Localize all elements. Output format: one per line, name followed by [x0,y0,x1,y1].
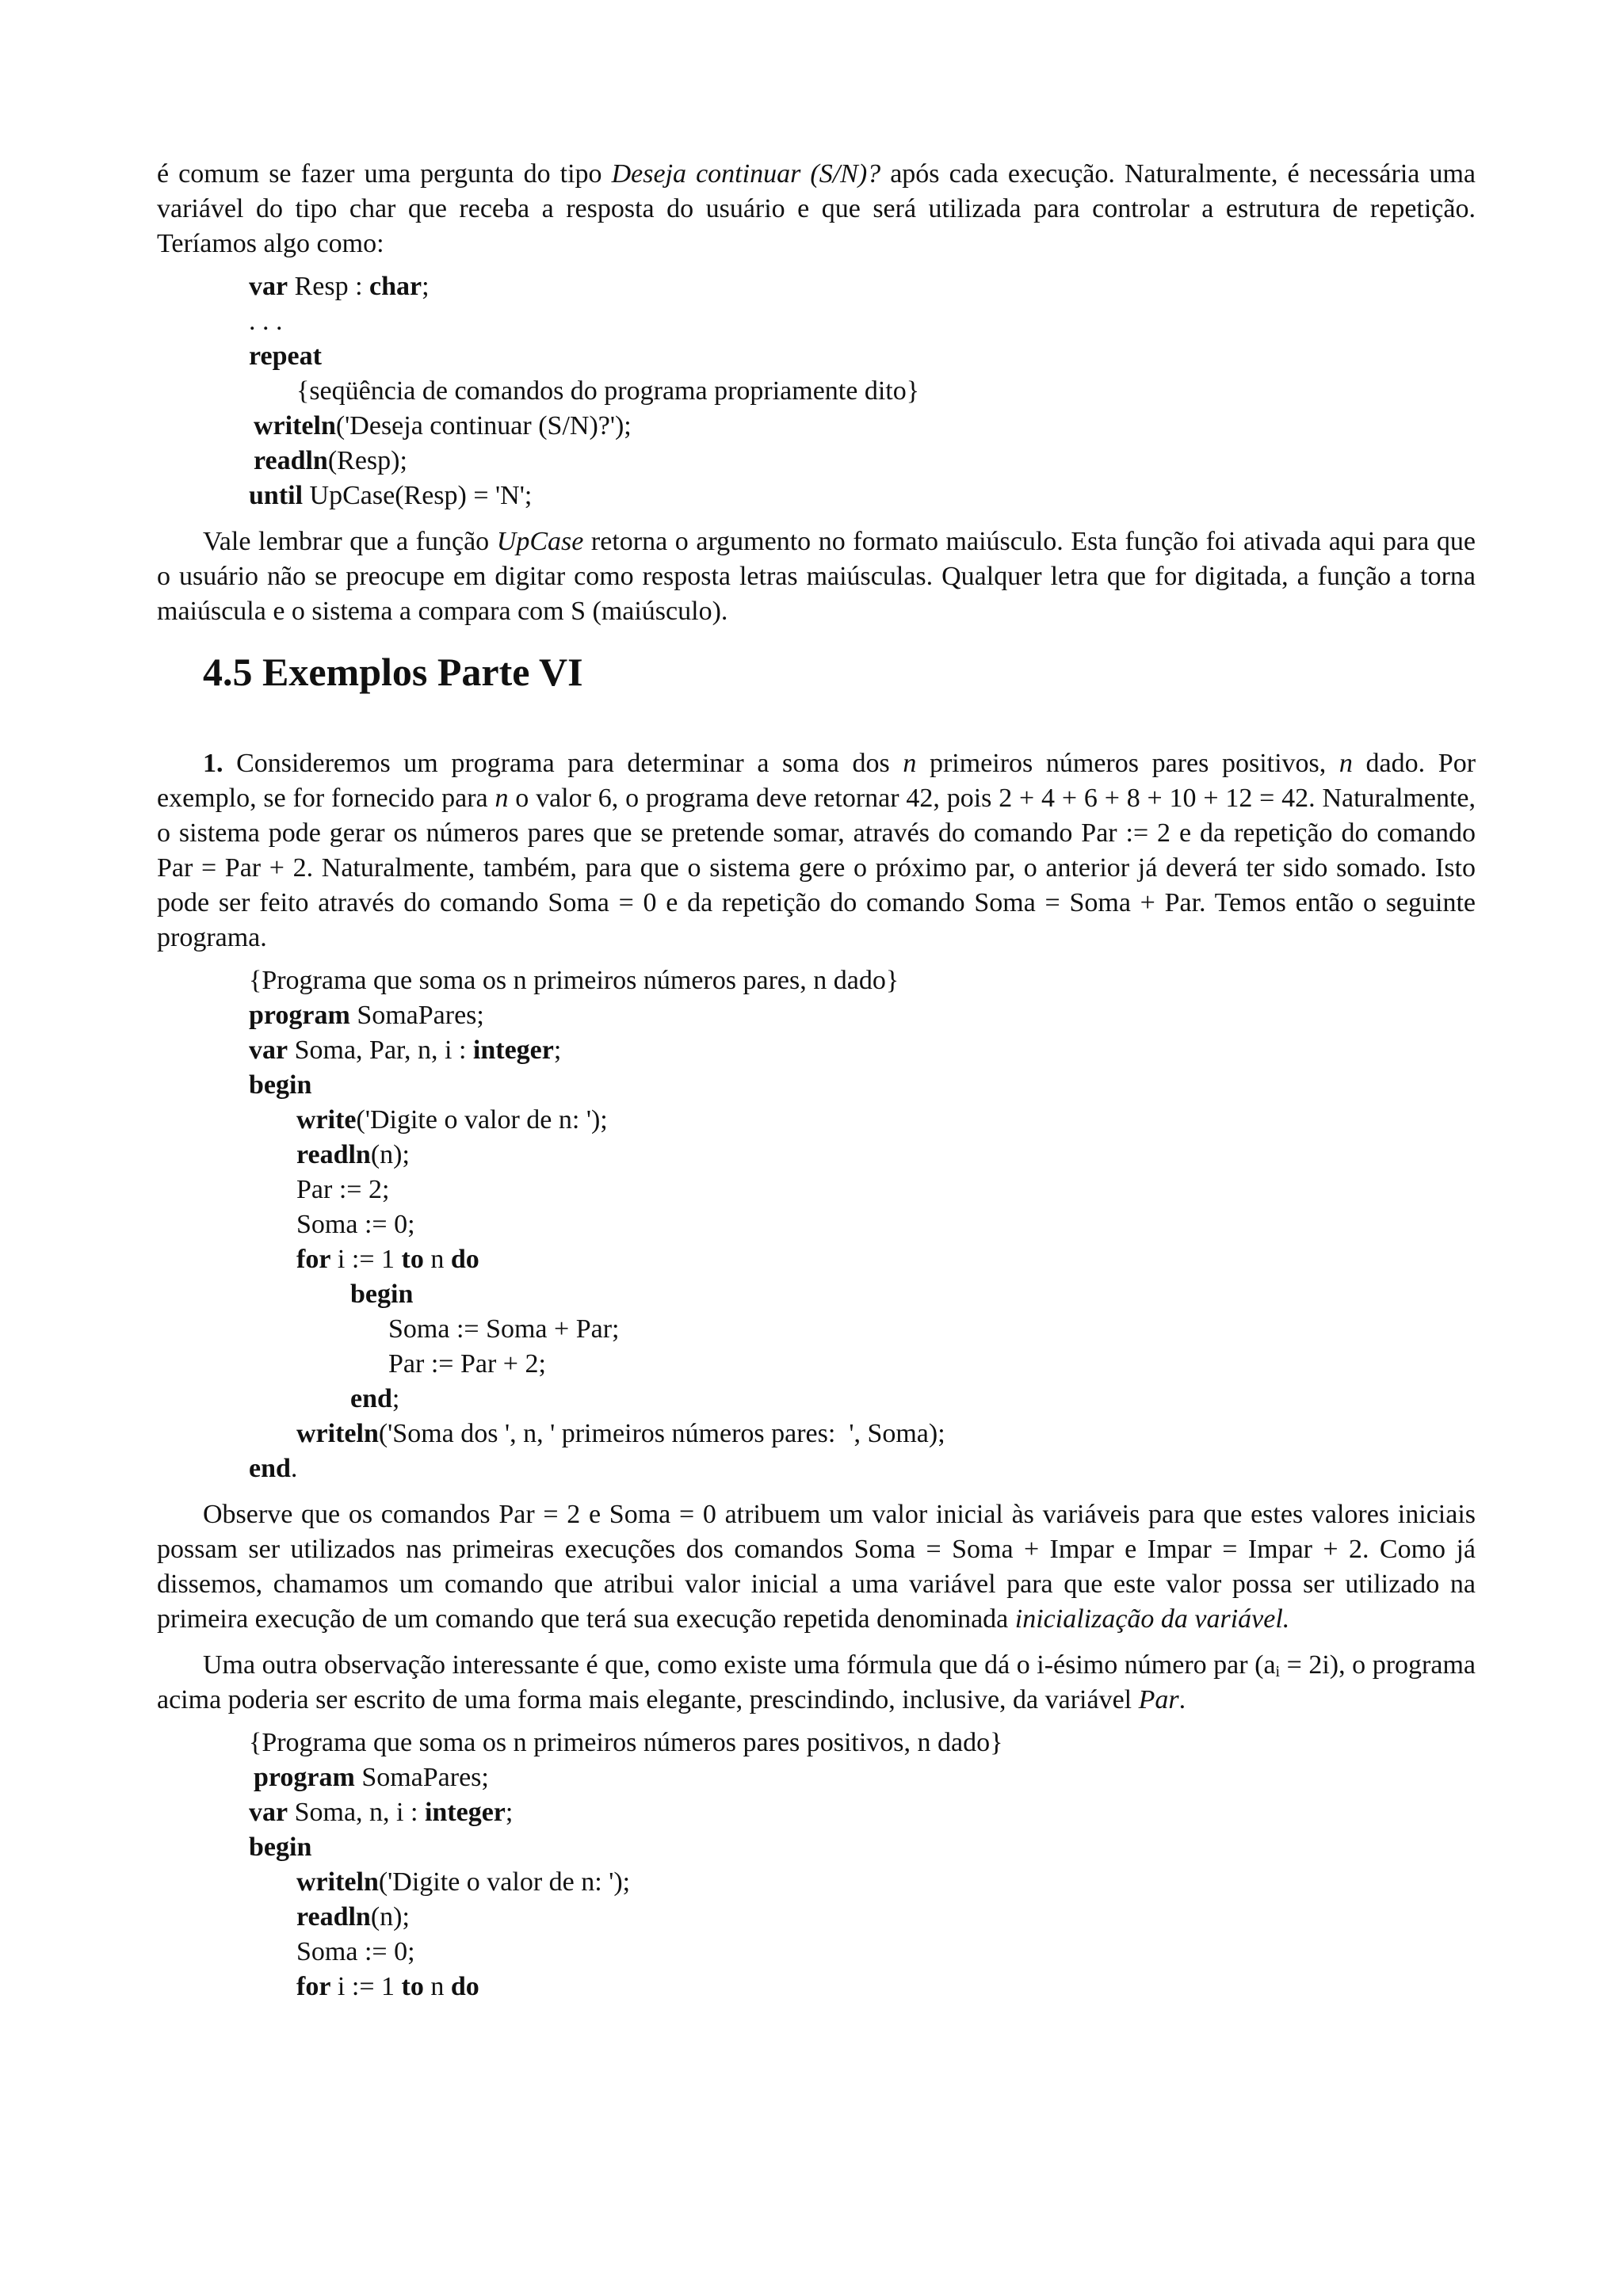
emphasis: UpCase [496,527,584,556]
example-1-paragraph [157,746,1476,955]
code-line [249,1277,1476,1312]
code-line [249,1033,1476,1068]
code-line: {Programa que soma os n primeiros números pares, n dado} [249,966,899,995]
upcase-paragraph [157,524,1476,629]
keyword: write [296,1105,357,1135]
subscript: i [1275,1663,1281,1680]
code-line [249,1760,1476,1795]
code-line [249,1865,1476,1900]
code-text: (Resp); [327,446,407,475]
keyword: program [249,1001,350,1030]
text-run: após cada execução. Naturalmente, é necessária uma variável do tipo char que receba a resposta do usuário e que será utilizada para controlar a estrutura de repetição. Teríamos algo como: [157,159,1476,258]
keyword: readln [296,1902,371,1932]
code-line [249,1830,1476,1865]
text-run: . [1178,1685,1186,1714]
code-text: ; [505,1798,514,1827]
keyword: writeln [254,411,336,441]
text-run: dado. Por exemplo, se for fornecido para [157,749,1476,813]
code-text: n [423,1972,451,2001]
keyword: begin [249,1833,312,1862]
keyword: writeln [296,1419,379,1448]
initialization-paragraph [157,1497,1476,1637]
keyword: var [249,1798,288,1827]
code-line: . . . [249,307,283,336]
text-run: primeiros números pares positivos, [916,749,1339,778]
keyword: do [450,1972,479,2001]
code-text: (n); [370,1902,410,1932]
keyword: begin [350,1280,414,1309]
code-text: i := 1 [330,1972,402,2001]
code-line [249,998,1476,1033]
keyword: until [249,481,304,510]
code-text: n [423,1245,451,1274]
keyword: end [249,1454,291,1483]
text-run: Consideremos um programa para determinar a soma dos [223,749,903,778]
code-line: Soma := 0; [296,1937,415,1966]
code-text: i := 1 [330,1245,402,1274]
keyword: do [450,1245,479,1274]
code-text: Resp : [288,272,370,301]
code-line: {seqüência de comandos do programa propriamente dito} [296,376,920,406]
keyword: readln [254,446,328,475]
keyword: for [296,1245,331,1274]
code-line [249,479,1476,513]
keyword: for [296,1972,331,2001]
code-line [249,1970,1476,2004]
code-text: ('Deseja continuar (S/N)?'); [335,411,632,441]
code-line [249,1900,1476,1935]
emphasis: Deseja continuar (S/N)? [611,159,881,189]
code-line [249,339,1476,374]
emphasis: n [903,749,917,778]
formula-paragraph [157,1648,1476,1718]
code-line [249,1417,1476,1451]
emphasis: n [1338,749,1353,778]
keyword: integer [472,1035,554,1065]
keyword: char [369,272,422,301]
code-line [249,1103,1476,1138]
code-line [249,1138,1476,1173]
emphasis: Par [1138,1685,1179,1714]
text-run: Uma outra observação interessante é que, como existe uma fórmula que dá o i-ésimo número par (a [203,1650,1276,1680]
code-line [249,444,1476,479]
code-text: ; [391,1384,400,1413]
code-text: SomaPares; [349,1001,484,1030]
code-text: ('Soma dos ', n, ' primeiros números pares: ', Soma); [378,1419,945,1448]
code-line [249,1242,1476,1277]
code-text: ; [422,272,430,301]
keyword: to [401,1245,424,1274]
code-text: Soma, Par, n, i : [288,1035,473,1065]
keyword: readln [296,1140,371,1169]
code-text: ('Digite o valor de n: '); [378,1867,631,1897]
keyword: program [254,1763,355,1792]
code-block-repeat [249,269,1476,513]
code-line: Par := 2; [296,1175,390,1204]
text-run: Vale lembrar que a função [203,527,497,556]
code-line [249,1382,1476,1417]
code-text: SomaPares; [354,1763,489,1792]
code-text: . [290,1454,298,1483]
code-line: Soma := 0; [296,1210,415,1239]
keyword: integer [424,1798,506,1827]
text-run: = 2i), o programa acima poderia ser escrito de uma forma mais elegante, prescindindo, inclusive, da variável [157,1650,1476,1714]
text-run: é comum se fazer uma pergunta do tipo [157,159,612,189]
code-line: Soma := Soma + Par; [388,1314,620,1344]
code-line [249,269,1476,304]
keyword: var [249,272,288,301]
text-run: Observe que os comandos Par = 2 e Soma = 0 atribuem um valor inicial às variáveis para que estes valores iniciais possam ser utilizados nas primeiras execuções dos comandos Soma = Soma + Impar e Impar = Impar + 2. Como já dissemos, chamamos um comando que atribui valor inicial a uma variável para que este valor possa ser utilizado na primeira execução de um comando que terá sua execução repetida denominada [157,1500,1476,1634]
keyword: repeat [249,341,322,371]
code-text: UpCase(Resp) = 'N'; [303,481,533,510]
keyword: begin [249,1070,312,1100]
emphasis: n [495,784,509,813]
code-line: {Programa que soma os n primeiros números pares positivos, n dado} [249,1728,1003,1757]
keyword: writeln [296,1867,379,1897]
emphasis: inicialização da variável. [1014,1604,1290,1634]
code-line [249,1451,1476,1486]
keyword: end [350,1384,392,1413]
code-block-somapares-1 [249,963,1476,1486]
code-line [249,409,1476,444]
example-number: 1. [203,749,223,778]
code-text: ; [553,1035,562,1065]
text-run: retorna o argumento no formato maiúsculo. Esta função foi ativada aqui para que o usuário não se preocupe em digitar como resposta letras maiúsculas. Qualquer letra que for digitada, a função a torna maiúscula e o sistema a compara com S (maiúsculo). [157,527,1476,626]
code-text: Soma, n, i : [288,1798,425,1827]
intro-paragraph [157,157,1476,261]
code-line: Par := Par + 2; [388,1349,546,1379]
code-line [249,1795,1476,1830]
code-line [249,1068,1476,1103]
section-heading: 4.5 Exemplos Parte VI [203,650,583,694]
keyword: to [401,1972,424,2001]
code-block-somapares-2 [249,1726,1476,2004]
code-text: (n); [370,1140,410,1169]
keyword: var [249,1035,288,1065]
code-text: ('Digite o valor de n: '); [356,1105,608,1135]
text-run: o valor 6, o programa deve retornar 42, pois 2 + 4 + 6 + 8 + 10 + 12 = 42. Naturalmente, o sistema pode gerar os números pares que se pretende somar, através do comando Par := 2 e da repetição do comando Par = Par + 2. Naturalmente, também, para que o sistema gere o próximo par, o anterior já deverá ter sido somado. Isto pode ser feito através do comando Soma = 0 e da repetição do comando Soma = Soma + Par. Temos então o seguinte programa. [157,784,1476,952]
